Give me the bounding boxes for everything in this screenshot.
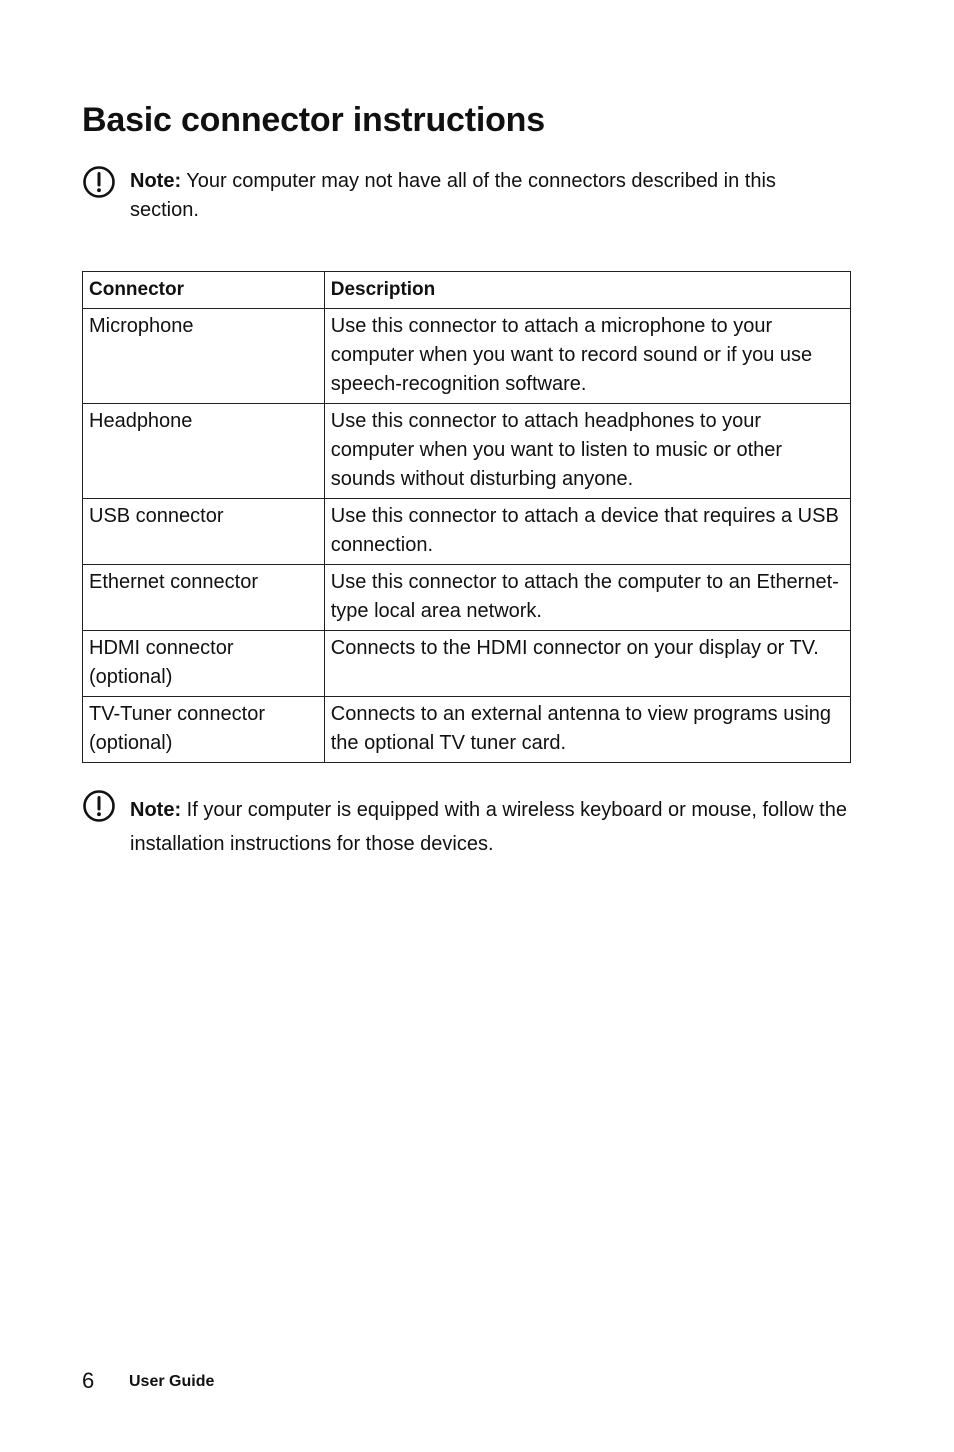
table-row <box>83 565 851 631</box>
footer-label: User Guide <box>129 1373 215 1390</box>
column-header-connector: Connector <box>83 272 325 309</box>
note-body: Your computer may not have all of the connectors described in this section. <box>130 170 776 221</box>
table-row <box>83 697 851 763</box>
table-row <box>83 404 851 499</box>
description-cell: Use this connector to attach a microphone to your computer when you want to record sound or if you use speech-recognition software. <box>324 309 850 404</box>
exclamation-circle-icon <box>82 165 116 199</box>
description-cell: Use this connector to attach a device that requires a USB connection. <box>324 499 850 565</box>
description-cell: Use this connector to attach the computer to an Ethernet-type local area network. <box>324 565 850 631</box>
table-row <box>83 631 851 697</box>
note-label: Note: <box>130 170 182 192</box>
table-row <box>83 309 851 404</box>
note-label: Note: <box>130 799 182 821</box>
column-header-description: Description <box>324 272 850 309</box>
description-cell: Connects to the HDMI connector on your display or TV. <box>324 631 850 697</box>
note-text <box>130 793 850 861</box>
connector-cell: Headphone <box>83 404 325 499</box>
connector-table <box>82 271 851 763</box>
connector-cell: HDMI connector (optional) <box>83 631 325 697</box>
table-header-row <box>83 272 851 309</box>
description-cell: Use this connector to attach headphones to your computer when you want to listen to music or other sounds without disturbing anyone. <box>324 404 850 499</box>
exclamation-circle-icon <box>82 789 116 823</box>
page-number: 6 <box>82 1368 95 1393</box>
note-text <box>130 167 850 225</box>
note-body: If your computer is equipped with a wireless keyboard or mouse, follow the installation instructions for those devices. <box>130 799 847 855</box>
connector-cell: Microphone <box>83 309 325 404</box>
description-cell: Connects to an external antenna to view programs using the optional TV tuner card. <box>324 697 850 763</box>
connector-cell: USB connector <box>83 499 325 565</box>
connector-cell: Ethernet connector <box>83 565 325 631</box>
page-title: Basic connector instructions <box>82 101 545 139</box>
table-row <box>83 499 851 565</box>
connector-cell: TV-Tuner connector (optional) <box>83 697 325 763</box>
